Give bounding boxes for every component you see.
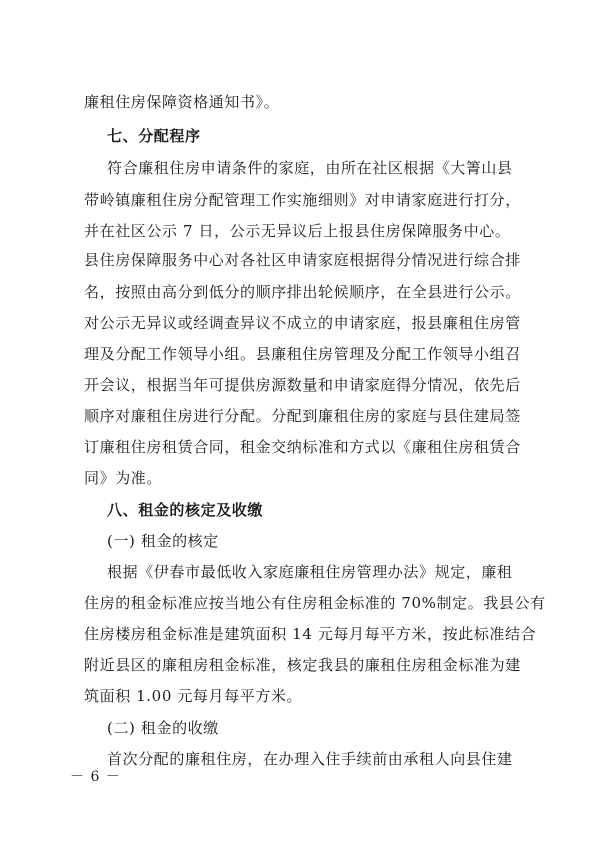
- text-line-16: 根据《伊春市最低收入家庭廉租住房管理办法》规定，廉租: [107, 563, 513, 581]
- section-heading-8: 八、租金的核定及收缴: [107, 501, 264, 519]
- text-line-18: 住房楼房租金标准是建筑面积 14 元每月每平方米，按此标准结合: [84, 625, 537, 643]
- text-line-22: 首次分配的廉租住房，在办理入住手续前由承租人向县住建: [107, 750, 513, 768]
- text-line-19: 附近县区的廉租房租金标准，核定我县的廉租住房租金标准为建: [84, 656, 521, 674]
- subsection-heading-2: (二) 租金的收缴: [107, 719, 219, 737]
- text-line-10: 开会议，根据当年可提供房源数量和申请家庭得分情况，依先后: [84, 376, 521, 394]
- text-line-9: 理及分配工作领导小组。县廉租住房管理及分配工作领导小组召: [84, 345, 521, 363]
- text-line-20: 筑面积 1.00 元每月每平方米。: [84, 687, 303, 705]
- subsection-heading-1: (一) 租金的核定: [107, 532, 219, 550]
- text-line-13: 同》为准。: [84, 469, 163, 487]
- text-line-8: 对公示无异议或经调查异议不成立的申请家庭，报县廉租住房管: [84, 314, 521, 332]
- text-line-1: 廉租住房保障资格通知书》。: [84, 93, 280, 111]
- text-line-12: 订廉租住房租赁合同，租金交纳标准和方式以《廉租住房租赁合: [84, 438, 521, 456]
- text-line-17: 住房的租金标准应按当地公有住房租金标准的 70%制定。我县公有: [84, 594, 546, 612]
- text-line-7: 名，按照由高分到低分的顺序排出轮候顺序，在全县进行公示。: [84, 283, 521, 301]
- text-line-3: 符合廉租住房申请条件的家庭，由所在社区根据《大箐山县: [107, 159, 513, 177]
- text-line-6: 县住房保障服务中心对各社区申请家庭根据得分情况进行综合排: [84, 251, 521, 269]
- page-number: － 6 －: [70, 769, 121, 785]
- section-heading-7: 七、分配程序: [107, 127, 201, 145]
- text-line-4: 带岭镇廉租住房分配管理工作实施细则》对申请家庭进行打分，: [84, 191, 521, 209]
- text-line-5: 并在社区公示 7 日，公示无异议后上报县住房保障服务中心。: [84, 222, 511, 240]
- text-line-11: 顺序对廉租住房进行分配。分配到廉租住房的家庭与县住建局签: [84, 407, 521, 425]
